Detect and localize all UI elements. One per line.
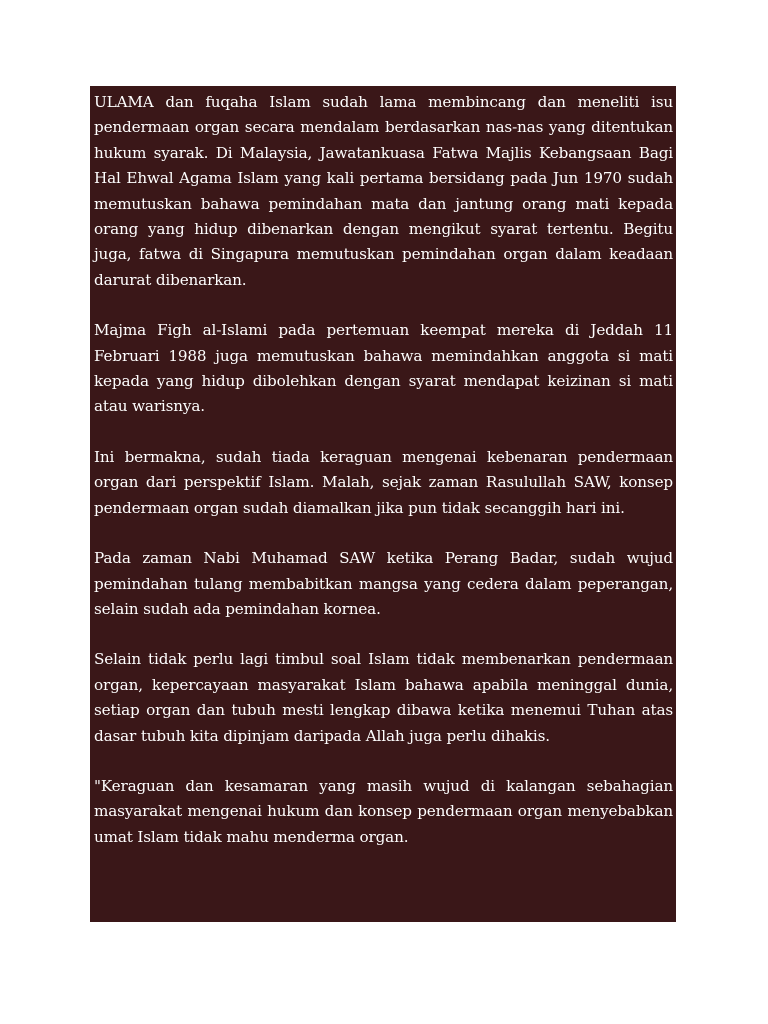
paragraph-1: ULAMA dan fuqaha Islam sudah lama membincang dan meneliti isu pendermaan organ secara mendalam berdasarkan nas-nas yang ditentukan hukum syarak. Di Malaysia, Jawatankuasa Fatwa Majlis Kebangsaan Bagi Hal Ehwal Agama Islam yang kali pertama bersidang pada Jun 1970 sudah memutuskan bahawa pemindahan mata dan jantung orang mati kepada orang yang hidup dibenarkan dengan mengikut syarat tertentu. Begitu juga, fatwa di Singapura memutuskan pemindahan organ dalam keadaan darurat dibenarkan. xyxy=(94,93,673,289)
article-text-block xyxy=(90,86,676,922)
paragraph-5: Selain tidak perlu lagi timbul soal Islam tidak membenarkan pendermaan organ, kepercayaan masyarakat Islam bahawa apabila meninggal dunia, setiap organ dan tubuh mesti lengkap dibawa ketika menemui Tuhan atas dasar tubuh kita dipinjam daripada Allah juga perlu dihakis. xyxy=(94,650,673,745)
paragraph-3: Ini bermakna, sudah tiada keraguan mengenai kebenaran pendermaan organ dari perspektif Islam. Malah, sejak zaman Rasulullah SAW, konsep pendermaan organ sudah diamalkan jika pun tidak secanggih hari ini. xyxy=(94,447,673,517)
paragraph-2: Majma Figh al-Islami pada pertemuan keempat mereka di Jeddah 11 Februari 1988 juga memutuskan bahawa memindahkan anggota si mati kepada yang hidup dibolehkan dengan syarat mendapat keizinan si mati atau warisnya. xyxy=(94,321,673,416)
paragraph-4: Pada zaman Nabi Muhamad SAW ketika Perang Badar, sudah wujud pemindahan tulang membabitkan mangsa yang cedera dalam peperangan, selain sudah ada pemindahan kornea. xyxy=(94,549,673,618)
paragraph-6: "Keraguan dan kesamaran yang masih wujud di kalangan sebahagian masyarakat mengenai hukum dan konsep pendermaan organ menyebabkan umat Islam tidak mahu menderma organ. xyxy=(94,776,673,846)
